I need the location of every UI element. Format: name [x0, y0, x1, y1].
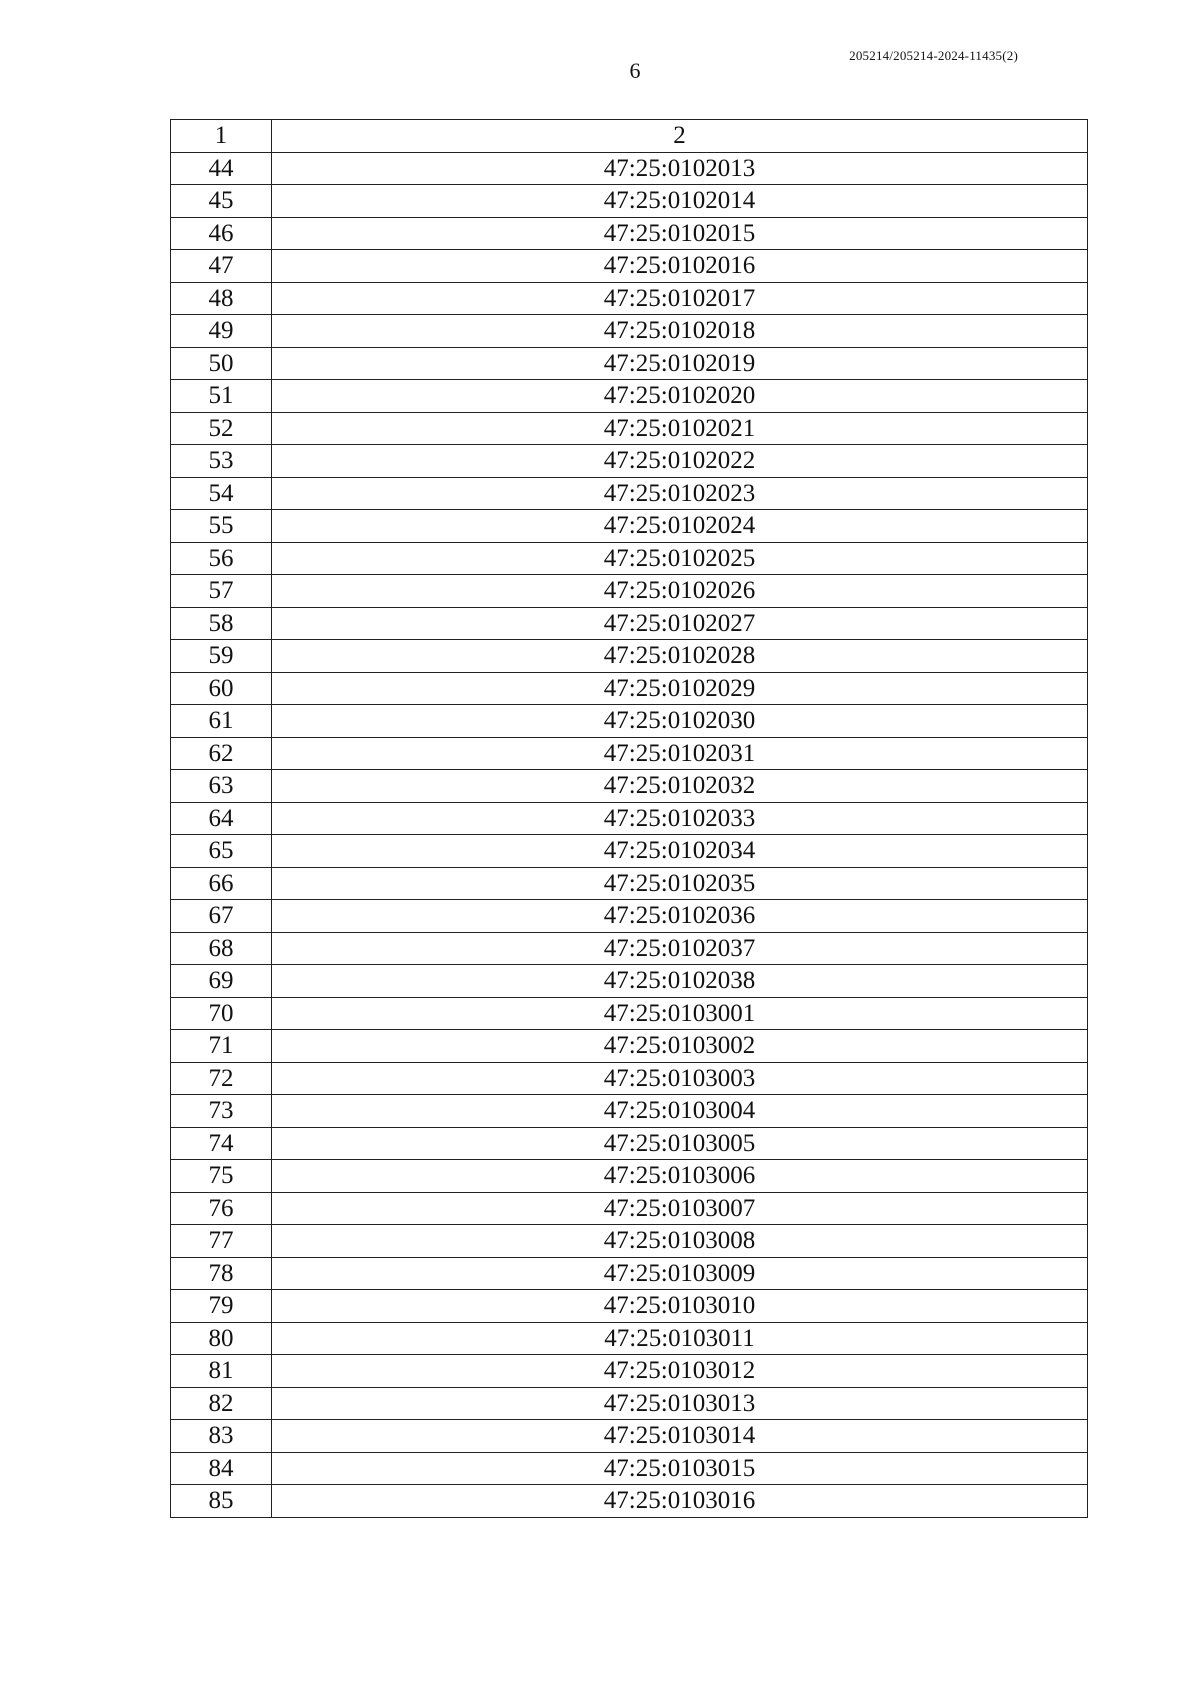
table-row: [171, 1225, 1088, 1258]
row-number-cell: 68: [171, 932, 272, 965]
row-number-cell: 70: [171, 997, 272, 1030]
row-number-cell: 80: [171, 1322, 272, 1355]
row-number-cell: 45: [171, 185, 272, 218]
cadastral-number-cell: 47:25:0102030: [272, 705, 1088, 738]
cadastral-number-cell: 47:25:0102027: [272, 607, 1088, 640]
row-number-cell: 79: [171, 1290, 272, 1323]
row-number-cell: 48: [171, 282, 272, 315]
cadastral-number-cell: 47:25:0103007: [272, 1192, 1088, 1225]
table-row: [171, 770, 1088, 803]
row-number-cell: 66: [171, 867, 272, 900]
table-row: [171, 640, 1088, 673]
row-number-cell: 61: [171, 705, 272, 738]
cadastral-number-cell: 47:25:0102015: [272, 217, 1088, 250]
row-number-cell: 64: [171, 802, 272, 835]
row-number-cell: 67: [171, 900, 272, 933]
table-row: [171, 1257, 1088, 1290]
table-row: [171, 1322, 1088, 1355]
table-row: [171, 802, 1088, 835]
cadastral-number-cell: 47:25:0102035: [272, 867, 1088, 900]
table-row: [171, 1192, 1088, 1225]
table-row: [171, 1485, 1088, 1518]
row-number-cell: 56: [171, 542, 272, 575]
table-row: [171, 672, 1088, 705]
table-row: [171, 412, 1088, 445]
table-row: [171, 965, 1088, 998]
cadastral-number-cell: 47:25:0102031: [272, 737, 1088, 770]
cadastral-number-cell: 47:25:0102037: [272, 932, 1088, 965]
cadastral-number-cell: 47:25:0103012: [272, 1355, 1088, 1388]
row-number-cell: 84: [171, 1452, 272, 1485]
table-row: [171, 1160, 1088, 1193]
row-number-cell: 44: [171, 152, 272, 185]
table-row: [171, 1420, 1088, 1453]
cadastral-number-cell: 47:25:0102019: [272, 347, 1088, 380]
row-number-cell: 60: [171, 672, 272, 705]
table-row: [171, 510, 1088, 543]
table-row: [171, 282, 1088, 315]
cadastral-number-cell: 47:25:0103009: [272, 1257, 1088, 1290]
table-row: [171, 575, 1088, 608]
cadastral-number-cell: 47:25:0102016: [272, 250, 1088, 283]
document-code: 205214/205214-2024-11435(2): [849, 48, 1018, 63]
cadastral-number-cell: 47:25:0102020: [272, 380, 1088, 413]
table-body: [171, 152, 1088, 1517]
row-number-cell: 83: [171, 1420, 272, 1453]
cadastral-number-cell: 47:25:0103001: [272, 997, 1088, 1030]
table-row: [171, 607, 1088, 640]
table-row: [171, 1095, 1088, 1128]
row-number-cell: 72: [171, 1062, 272, 1095]
row-number-cell: 71: [171, 1030, 272, 1063]
table-header-row: [171, 120, 1088, 153]
cadastral-number-cell: 47:25:0102033: [272, 802, 1088, 835]
cadastral-number-cell: 47:25:0103015: [272, 1452, 1088, 1485]
row-number-cell: 74: [171, 1127, 272, 1160]
row-number-cell: 73: [171, 1095, 272, 1128]
table-row: [171, 997, 1088, 1030]
table-row: [171, 932, 1088, 965]
cadastral-number-cell: 47:25:0102021: [272, 412, 1088, 445]
row-number-cell: 78: [171, 1257, 272, 1290]
table-row: [171, 445, 1088, 478]
header-col-1: 1: [171, 120, 272, 153]
cadastral-number-cell: 47:25:0102023: [272, 477, 1088, 510]
table-row: [171, 900, 1088, 933]
cadastral-number-cell: 47:25:0103002: [272, 1030, 1088, 1063]
table-row: [171, 477, 1088, 510]
cadastral-number-cell: 47:25:0102022: [272, 445, 1088, 478]
row-number-cell: 77: [171, 1225, 272, 1258]
cadastral-number-cell: 47:25:0103010: [272, 1290, 1088, 1323]
table-row: [171, 152, 1088, 185]
row-number-cell: 62: [171, 737, 272, 770]
cadastral-number-cell: 47:25:0103005: [272, 1127, 1088, 1160]
cadastral-number-cell: 47:25:0103006: [272, 1160, 1088, 1193]
table-row: [171, 867, 1088, 900]
row-number-cell: 75: [171, 1160, 272, 1193]
table-row: [171, 737, 1088, 770]
row-number-cell: 58: [171, 607, 272, 640]
table-row: [171, 1127, 1088, 1160]
cadastral-number-cell: 47:25:0102013: [272, 152, 1088, 185]
cadastral-number-cell: 47:25:0102028: [272, 640, 1088, 673]
table-row: [171, 1355, 1088, 1388]
row-number-cell: 55: [171, 510, 272, 543]
row-number-cell: 46: [171, 217, 272, 250]
row-number-cell: 65: [171, 835, 272, 868]
table-row: [171, 1062, 1088, 1095]
row-number-cell: 82: [171, 1387, 272, 1420]
cadastral-number-cell: 47:25:0103004: [272, 1095, 1088, 1128]
table-row: [171, 1452, 1088, 1485]
cadastral-number-cell: 47:25:0103013: [272, 1387, 1088, 1420]
cadastral-number-cell: 47:25:0102018: [272, 315, 1088, 348]
cadastral-number-cell: 47:25:0103011: [272, 1322, 1088, 1355]
table-row: [171, 1387, 1088, 1420]
row-number-cell: 49: [171, 315, 272, 348]
table-row: [171, 1030, 1088, 1063]
table-row: [171, 347, 1088, 380]
table-row: [171, 380, 1088, 413]
row-number-cell: 51: [171, 380, 272, 413]
table-row: [171, 315, 1088, 348]
row-number-cell: 53: [171, 445, 272, 478]
table-row: [171, 542, 1088, 575]
row-number-cell: 81: [171, 1355, 272, 1388]
cadastral-number-cell: 47:25:0102014: [272, 185, 1088, 218]
cadastral-number-cell: 47:25:0102026: [272, 575, 1088, 608]
cadastral-number-cell: 47:25:0102038: [272, 965, 1088, 998]
table-row: [171, 705, 1088, 738]
cadastral-number-cell: 47:25:0102024: [272, 510, 1088, 543]
table-row: [171, 217, 1088, 250]
table-row: [171, 835, 1088, 868]
row-number-cell: 54: [171, 477, 272, 510]
table-row: [171, 185, 1088, 218]
table-row: [171, 250, 1088, 283]
cadastral-number-cell: 47:25:0103016: [272, 1485, 1088, 1518]
row-number-cell: 85: [171, 1485, 272, 1518]
row-number-cell: 59: [171, 640, 272, 673]
row-number-cell: 76: [171, 1192, 272, 1225]
table-row: [171, 1290, 1088, 1323]
cadastral-number-cell: 47:25:0103014: [272, 1420, 1088, 1453]
row-number-cell: 57: [171, 575, 272, 608]
cadastral-number-cell: 47:25:0102034: [272, 835, 1088, 868]
page-number: 6: [629, 58, 641, 83]
cadastral-number-cell: 47:25:0102036: [272, 900, 1088, 933]
cadastral-number-cell: 47:25:0102025: [272, 542, 1088, 575]
row-number-cell: 63: [171, 770, 272, 803]
cadastral-number-cell: 47:25:0103003: [272, 1062, 1088, 1095]
row-number-cell: 52: [171, 412, 272, 445]
cadastral-number-cell: 47:25:0103008: [272, 1225, 1088, 1258]
row-number-cell: 47: [171, 250, 272, 283]
cadastral-number-cell: 47:25:0102029: [272, 672, 1088, 705]
cadastral-number-cell: 47:25:0102032: [272, 770, 1088, 803]
cadastral-number-cell: 47:25:0102017: [272, 282, 1088, 315]
row-number-cell: 50: [171, 347, 272, 380]
header-col-2: 2: [272, 120, 1088, 153]
row-number-cell: 69: [171, 965, 272, 998]
cadastral-table: [170, 119, 1088, 1518]
